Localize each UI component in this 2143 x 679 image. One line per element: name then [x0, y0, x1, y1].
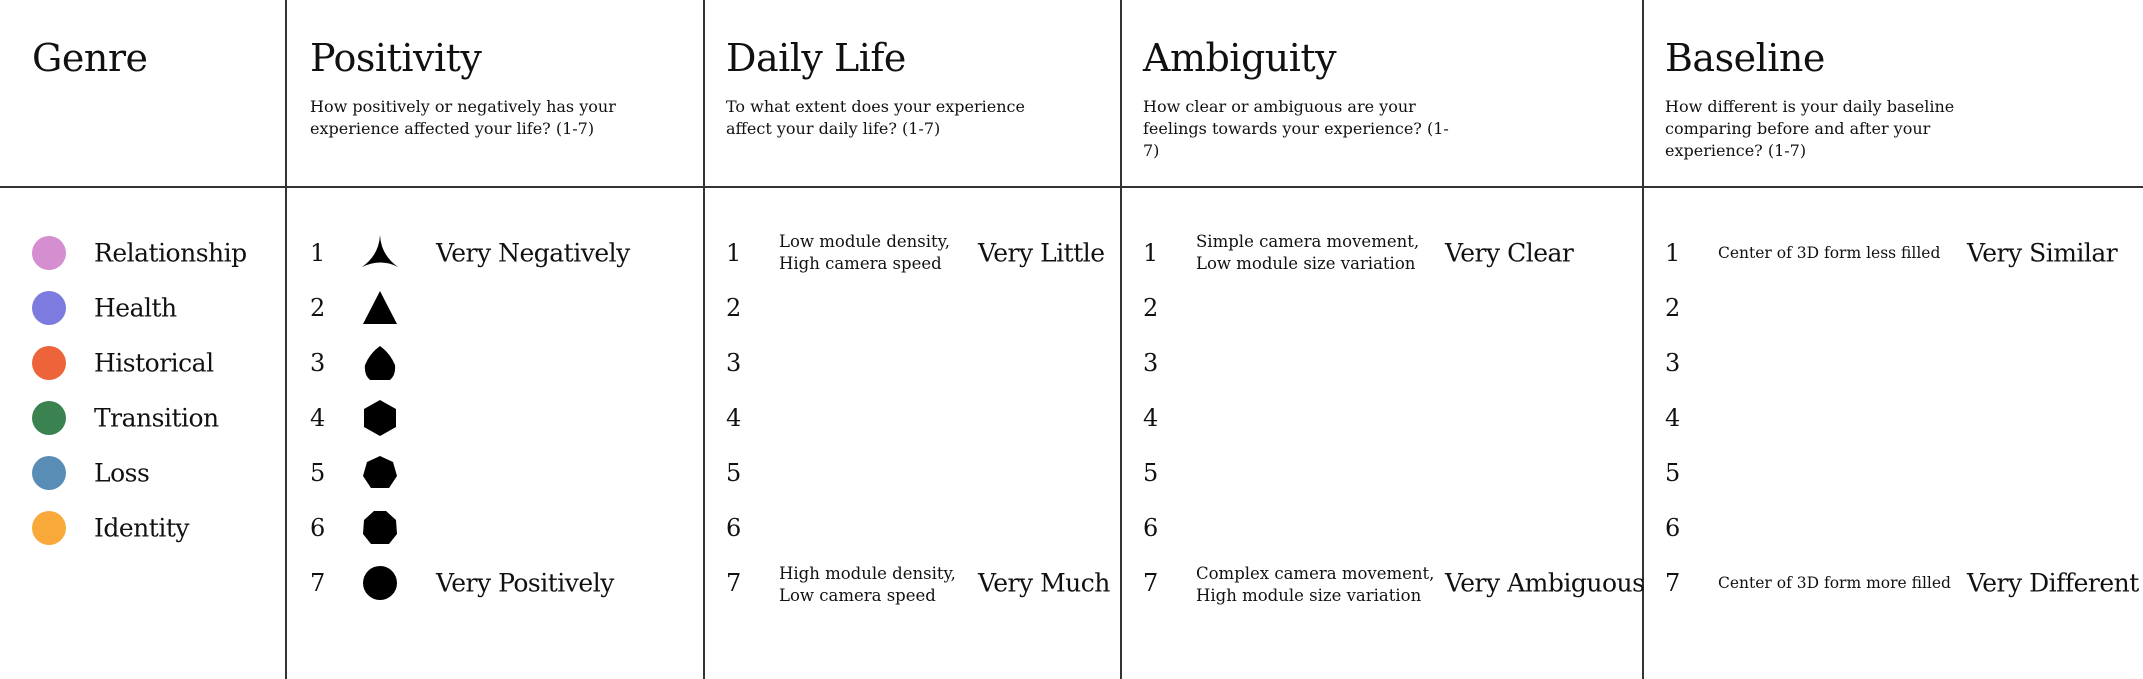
scale-number: 5	[726, 459, 742, 487]
baseline-question: How different is your daily baseline comparing before and after your experience? (1-7)	[1665, 97, 1955, 160]
triangle-icon	[360, 288, 400, 328]
health-dot-icon	[32, 291, 66, 325]
scale-number: 3	[1143, 349, 1159, 377]
rounded-pentagon-icon	[360, 343, 400, 383]
scale-number: 3	[310, 349, 326, 377]
ambiguity-high-desc: Complex camera movement, High module size variation	[1196, 564, 1435, 605]
scale-number: 7	[310, 569, 326, 597]
daily-life-high-desc: High module density, Low camera speed	[779, 564, 956, 605]
scale-number: 4	[1143, 404, 1159, 432]
baseline-high-desc: Center of 3D form more filled	[1718, 574, 1951, 592]
genre-label-loss: Loss	[94, 458, 150, 488]
baseline-low-desc: Center of 3D form less filled	[1718, 244, 1941, 262]
scale-number: 7	[1143, 569, 1159, 597]
scale-number: 2	[1143, 294, 1159, 322]
historical-dot-icon	[32, 346, 66, 380]
scale-number: 6	[1665, 514, 1681, 542]
scale-number: 4	[310, 404, 326, 432]
identity-dot-icon	[32, 511, 66, 545]
scale-number: 1	[1665, 239, 1681, 267]
relationship-dot-icon	[32, 236, 66, 270]
daily-life-question: To what extent does your experience affect your daily life? (1-7)	[726, 97, 1025, 138]
circle-icon	[360, 563, 400, 603]
scale-number: 6	[1143, 514, 1159, 542]
positivity-high-label: Very Positively	[436, 568, 614, 598]
positivity-title: Positivity	[310, 36, 482, 80]
scale-number: 7	[726, 569, 742, 597]
loss-dot-icon	[32, 456, 66, 490]
scale-number: 7	[1665, 569, 1681, 597]
scale-number: 6	[726, 514, 742, 542]
positivity-question: How positively or negatively has your experience affected your life? (1-7)	[310, 97, 616, 138]
hexagon-icon	[360, 398, 400, 438]
scale-number: 2	[726, 294, 742, 322]
scale-number: 1	[310, 239, 326, 267]
ambiguity-question: How clear or ambiguous are your feelings towards your experience? (1-7)	[1143, 97, 1449, 160]
daily-life-high-label: Very Much	[978, 568, 1110, 598]
ambiguity-low-label: Very Clear	[1445, 238, 1574, 268]
genre-label-transition: Transition	[94, 403, 219, 433]
transition-dot-icon	[32, 401, 66, 435]
three-point-star-icon	[360, 233, 400, 273]
scale-number: 3	[726, 349, 742, 377]
scale-number: 1	[1143, 239, 1159, 267]
genre-label-health: Health	[94, 293, 177, 323]
scale-number: 6	[310, 514, 326, 542]
genre-label-historical: Historical	[94, 348, 214, 378]
genre-title: Genre	[32, 36, 148, 80]
daily-life-title: Daily Life	[726, 36, 906, 80]
baseline-column	[1643, 0, 2143, 679]
ambiguity-title: Ambiguity	[1143, 36, 1337, 80]
positivity-low-label: Very Negatively	[436, 238, 630, 268]
genre-column	[0, 0, 285, 679]
octagon-icon	[360, 508, 400, 548]
scale-number: 2	[310, 294, 326, 322]
heptagon-icon	[360, 453, 400, 493]
daily-life-low-label: Very Little	[978, 238, 1105, 268]
scale-number: 5	[1665, 459, 1681, 487]
genre-label-relationship: Relationship	[94, 238, 247, 268]
ambiguity-low-desc: Simple camera movement, Low module size variation	[1196, 232, 1420, 273]
scale-number: 1	[726, 239, 742, 267]
baseline-title: Baseline	[1665, 36, 1825, 80]
scale-number: 4	[726, 404, 742, 432]
positivity-column	[286, 0, 703, 679]
scale-number: 2	[1665, 294, 1681, 322]
daily-life-low-desc: Low module density, High camera speed	[779, 232, 951, 273]
scale-number: 5	[1143, 459, 1159, 487]
scale-number: 5	[310, 459, 326, 487]
genre-label-identity: Identity	[94, 513, 189, 543]
baseline-high-label: Very Different	[1967, 568, 2139, 598]
ambiguity-high-label: Very Ambiguous	[1445, 568, 1645, 598]
scale-number: 4	[1665, 404, 1681, 432]
scale-number: 3	[1665, 349, 1681, 377]
daily-life-column	[704, 0, 1120, 679]
ambiguity-column	[1121, 0, 1645, 679]
baseline-low-label: Very Similar	[1967, 238, 2118, 268]
